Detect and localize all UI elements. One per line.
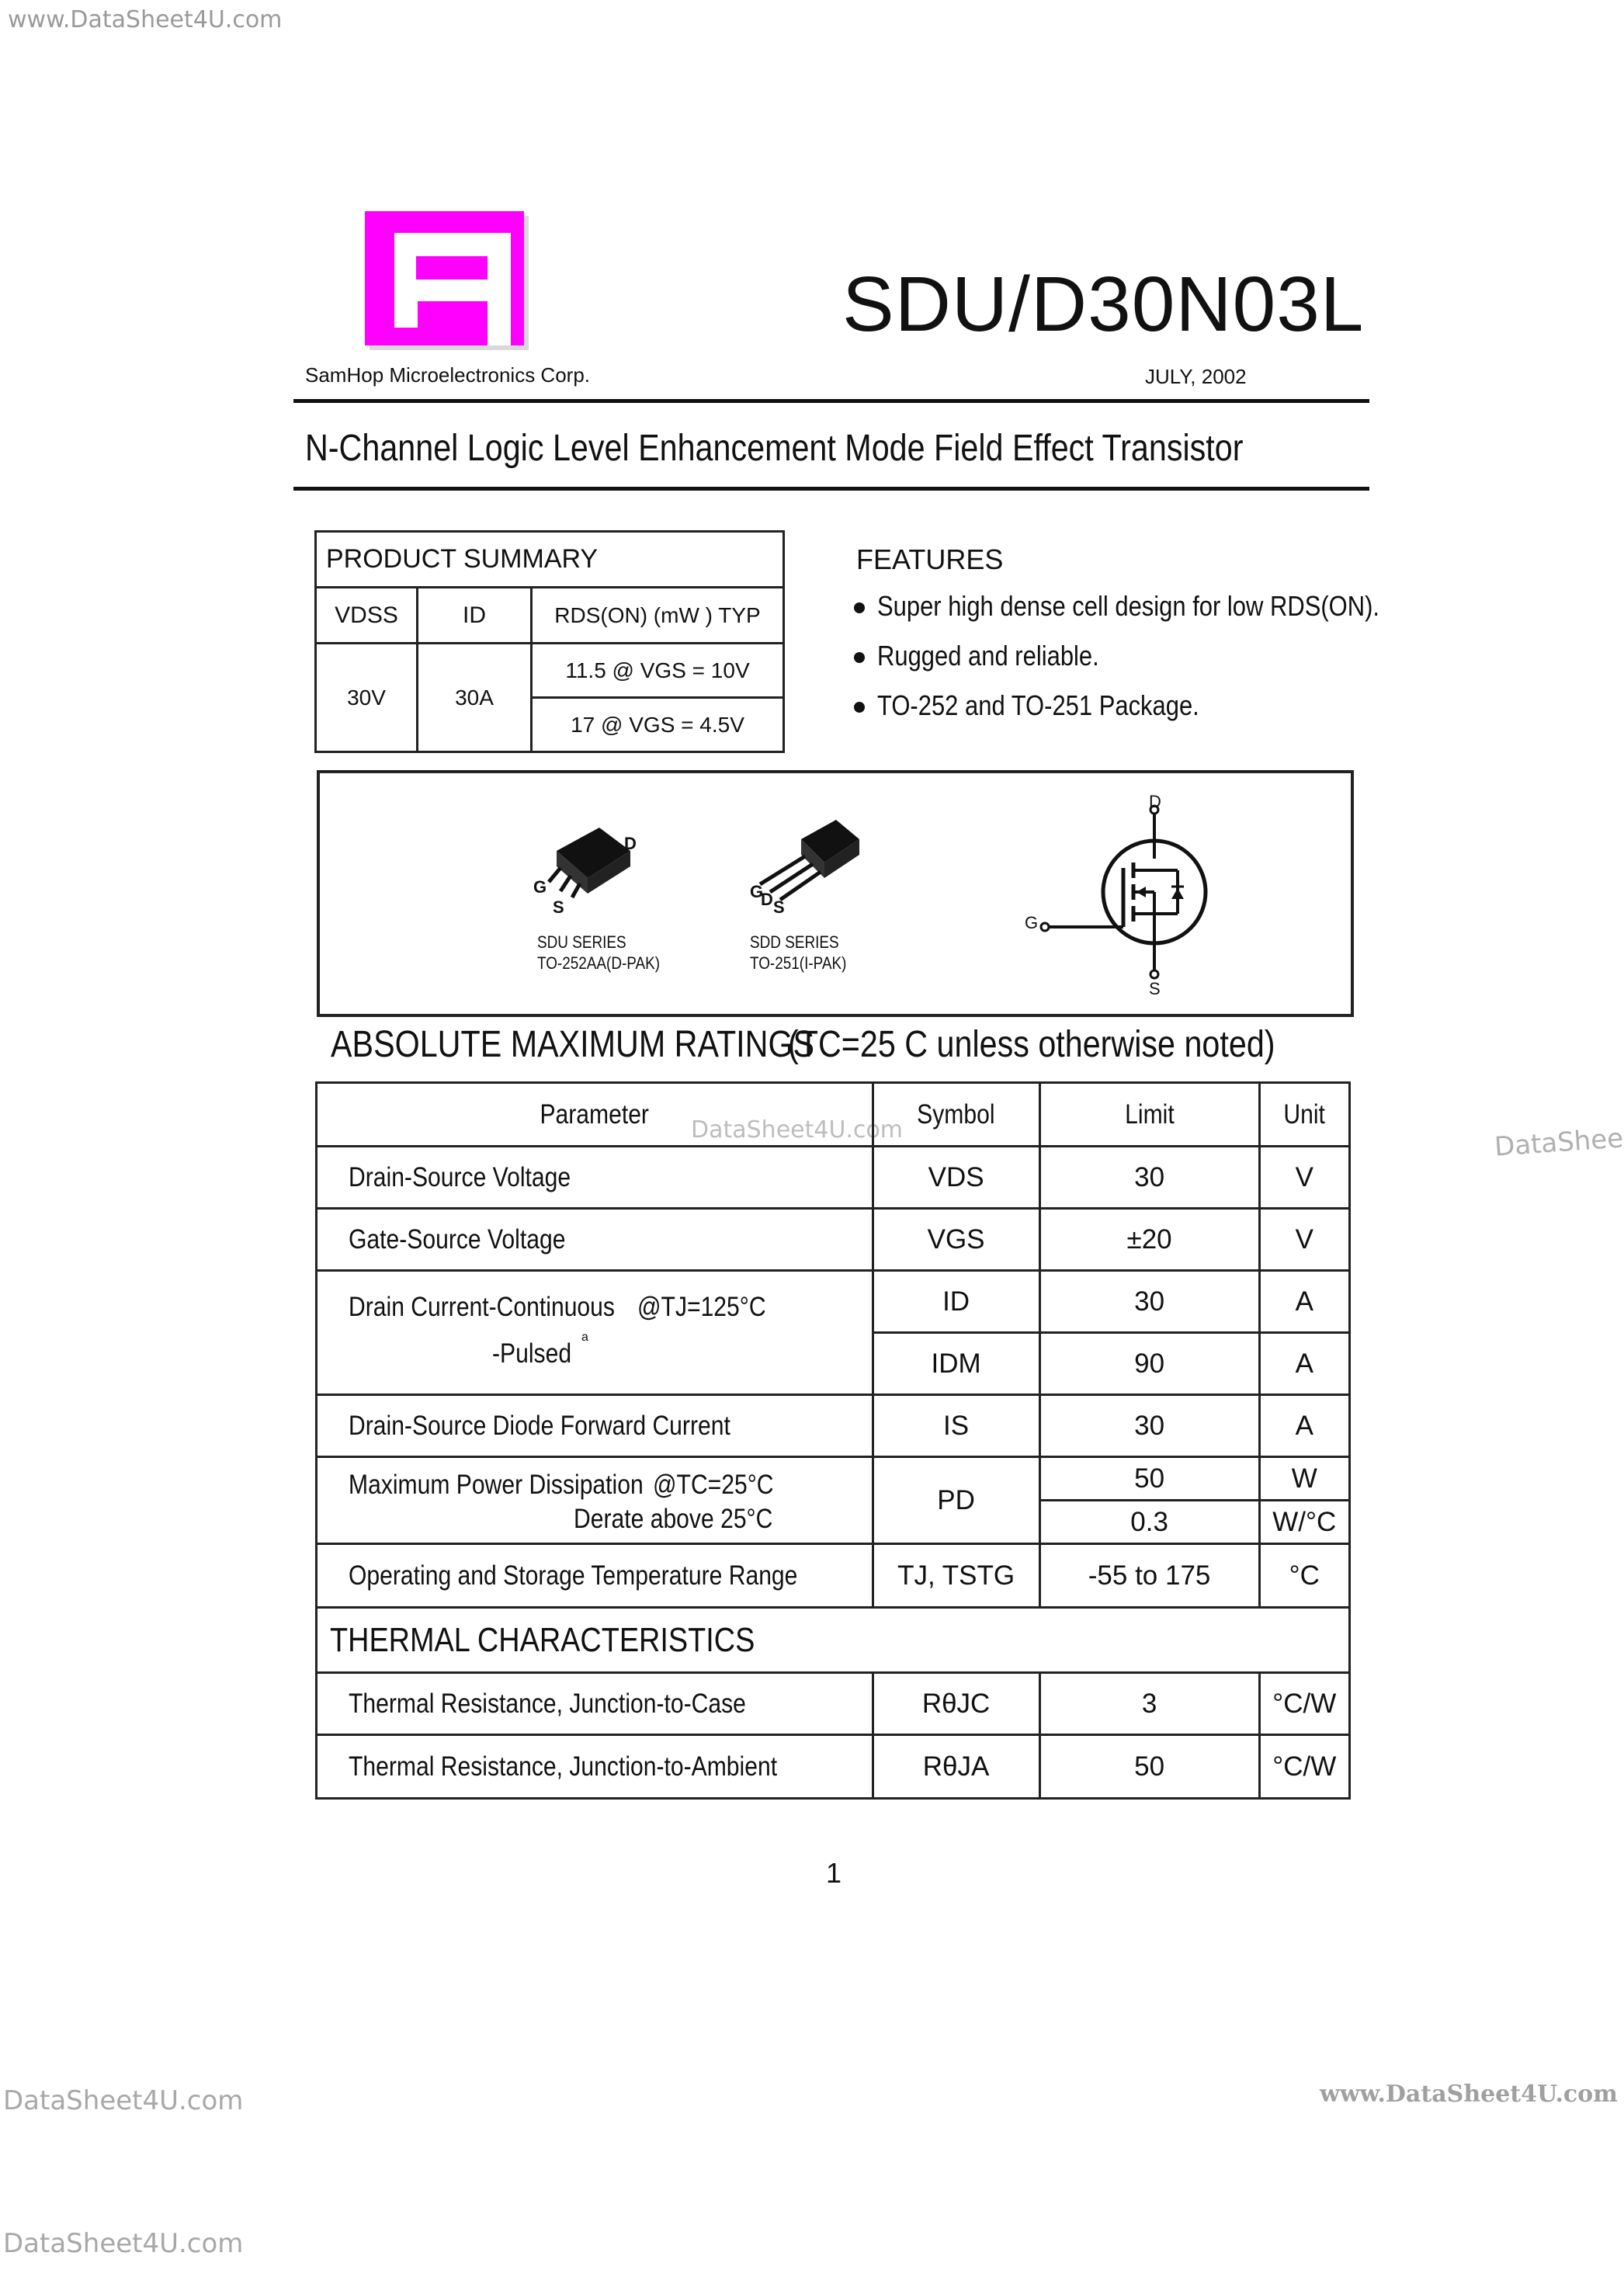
col-vdss: VDSS [316,588,418,644]
ipak-pin-s: S [773,897,785,917]
dpak-pin-g: G [533,877,547,897]
symbol-drain-label: D [1149,792,1161,811]
table-row: 0.3 W/°C [317,1501,1350,1544]
watermark-bottom-left: DataSheet4U.com [3,2085,244,2116]
table-row: Drain-Source Voltage VDS 30 V [317,1147,1350,1209]
mosfet-symbol-icon [1018,781,1220,1006]
col-id: ID [418,588,532,644]
table-row: Thermal Resistance, Junction-to-Ambient RθJA 50 °C/W [317,1735,1350,1799]
amr-condition: (TC=25 C unless otherwise noted) [788,1024,1275,1065]
dpak-pin-d: D [624,834,637,853]
symbol-gate-label: G [1025,913,1039,932]
rds-value-4v5: 17 @ VGS = 4.5V [532,698,784,752]
amr-table [315,1081,1351,1800]
symbol-source-label: S [1149,979,1161,998]
sdu-series-label: SDU SERIES [537,932,626,952]
thermal-heading: THERMAL CHARACTERISTICS [317,1608,1350,1673]
table-row: Drain-Source Diode Forward Current IS 30 A [317,1395,1350,1457]
dpak-pin-s: S [553,897,564,917]
feature-item: TO-252 and TO-251 Package. [854,689,1461,722]
amr-header-unit: Unit [1259,1083,1349,1147]
subtitle-rule [293,487,1369,491]
table-row: Drain Current-Continuous @TJ=125°C -Pulsed a ID 30 A [317,1271,1350,1333]
watermark-top-left: www.DataSheet4U.com [8,6,283,33]
vdss-value: 30V [316,644,418,752]
part-number: SDU/D30N03L [842,261,1365,348]
table-row: IDM 90 A [317,1333,1350,1395]
table-row: Maximum Power Dissipation @TC=25°C Derate above 25°C PD 50 W [317,1457,1350,1501]
amr-condition-line [788,1023,1355,1066]
company-name: SamHop Microelectronics Corp. [305,363,591,387]
amr-header-parameter: Parameter [317,1083,873,1147]
table-row: Operating and Storage Temperature Range TJ, TSTG -55 to 175 °C [317,1544,1350,1608]
features-list [854,590,1461,739]
watermark-mid-table: DataSheet4U.com [691,1116,904,1144]
ipak-pin-d: D [761,890,773,909]
page-number: 1 [826,1857,842,1889]
table-row: Gate-Source Voltage VGS ±20 V [317,1209,1350,1271]
device-subtitle: N-Channel Logic Level Enhancement Mode Field Effect Transistor [305,428,1244,469]
feature-item: Super high dense cell design for low RDS(ON). [854,590,1461,623]
feature-item: Rugged and reliable. [854,640,1461,672]
rds-value-10v: 11.5 @ VGS = 10V [532,644,784,698]
watermark-footer-left: DataSheet4U.com [3,2228,244,2259]
product-summary-table [314,530,785,753]
id-value: 30A [418,644,532,752]
sdd-series-label: SDD SERIES [750,932,839,952]
table-row: Thermal Resistance, Junction-to-Case RθJC 3 °C/W [317,1673,1350,1735]
package-diagram-box [317,770,1354,1017]
features-title: FEATURES [856,543,1004,575]
amr-header-limit: Limit [1039,1083,1259,1147]
amr-header-symbol: Symbol [873,1083,1039,1147]
watermark-right-edge: DataShee [1493,1123,1624,1163]
watermark-bottom-right: www.DataSheet4U.com [1320,2081,1618,2108]
samhop-logo [365,211,532,353]
sdu-package-label: TO-252AA(D-PAK) [537,953,661,973]
header-rule [293,399,1369,403]
sdd-package-label: TO-251(I-PAK) [750,953,847,973]
product-summary-title: PRODUCT SUMMARY [316,532,784,588]
col-rds: RDS(ON) (mW ) TYP [532,588,784,644]
datasheet-date: JULY, 2002 [1145,365,1247,388]
ipak-pin-g: G [750,882,764,901]
amr-heading: ABSOLUTE MAXIMUM RATINGS [331,1024,815,1065]
